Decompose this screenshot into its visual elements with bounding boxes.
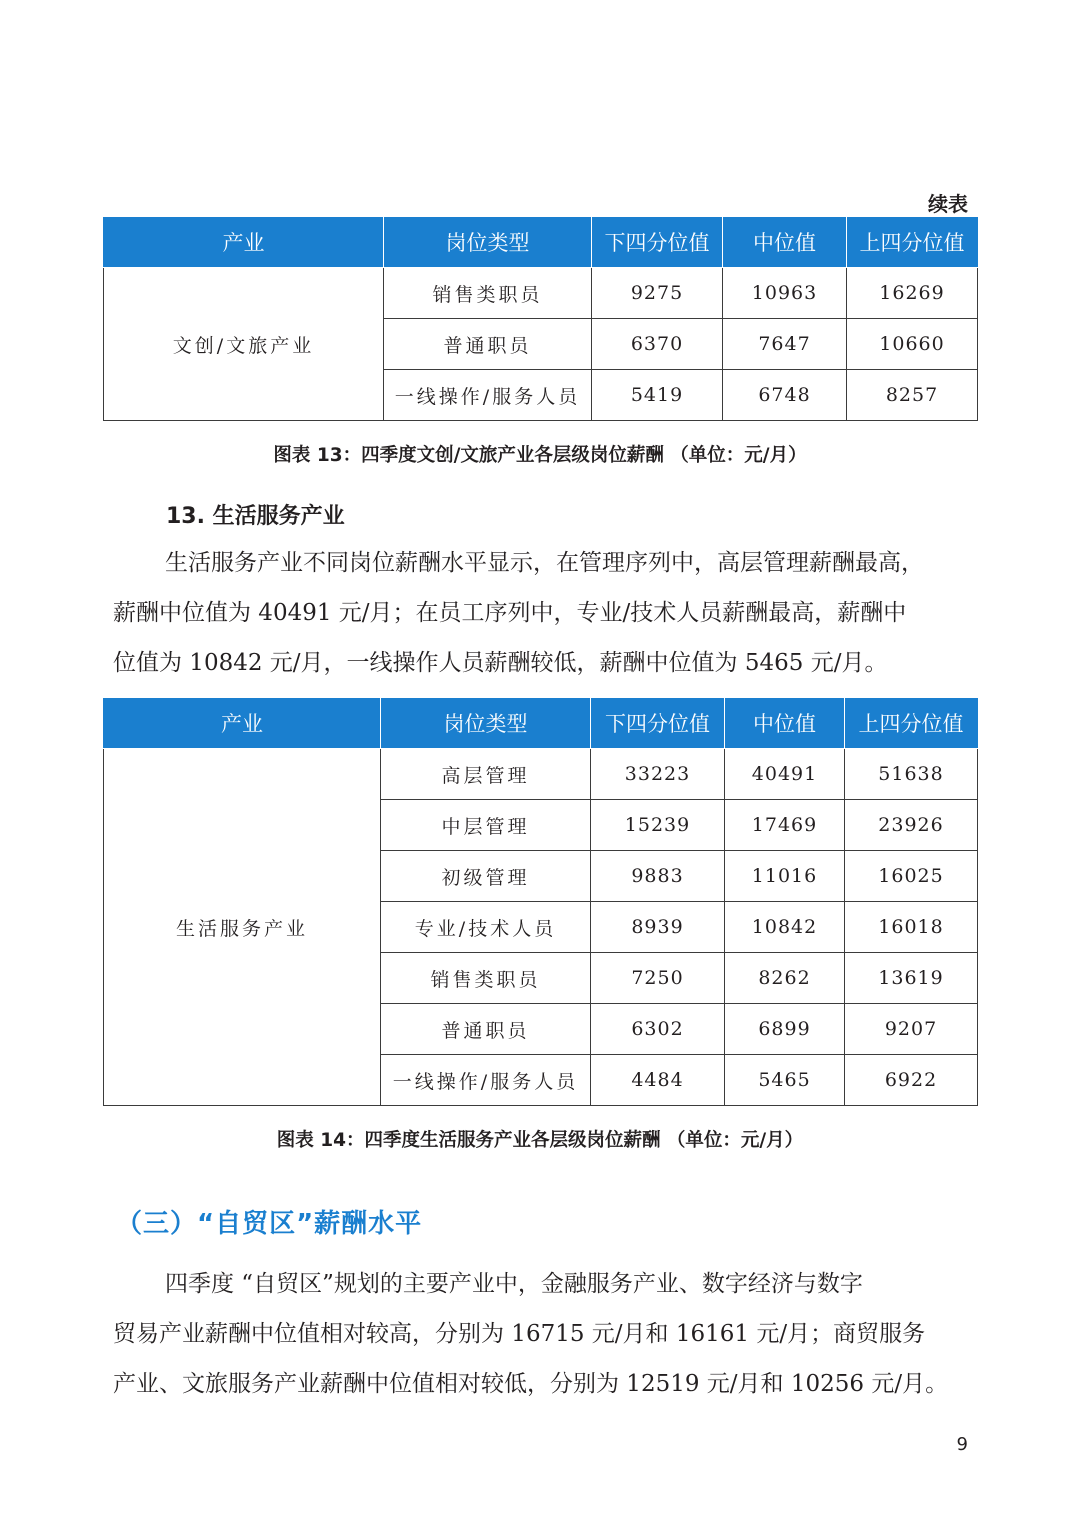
upper-quartile-cell: 23926 [845,800,978,851]
median-cell: 10842 [725,902,845,953]
position-cell: 中层管理 [381,800,591,851]
table-14 [103,698,978,1106]
position-cell: 高层管理 [381,749,591,800]
lower-quartile-cell: 5419 [592,370,723,421]
position-cell: 普通职员 [384,319,592,370]
lower-quartile-cell: 9275 [592,268,723,319]
median-cell: 17469 [725,800,845,851]
upper-quartile-cell: 8257 [847,370,978,421]
section-3-paragraph [113,1259,973,1409]
section-13-paragraph [113,538,973,688]
header-lower-quartile: 下四分位值 [591,698,725,749]
table-13 [103,217,978,421]
position-cell: 初级管理 [381,851,591,902]
paragraph-line: 位值为 10842 元/月，一线操作人员薪酬较低，薪酬中位值为 5465 元/月。 [113,650,888,676]
header-median: 中位值 [725,698,845,749]
paragraph-line: 薪酬中位值为 40491 元/月；在员工序列中，专业/技术人员薪酬最高，薪酬中 [113,600,907,626]
upper-quartile-cell: 16025 [845,851,978,902]
paragraph-line-indent: 四季度 “自贸区”规划的主要产业中，金融服务产业、数字经济与数字 [165,1271,863,1297]
upper-quartile-cell: 51638 [845,749,978,800]
upper-quartile-cell: 10660 [847,319,978,370]
table-row [104,268,978,319]
header-industry: 产业 [104,217,384,268]
position-cell: 销售类职员 [384,268,592,319]
median-cell: 8262 [725,953,845,1004]
continued-table-label: 续表 [928,192,968,216]
paragraph-line: 产业、文旅服务产业薪酬中位值相对较低，分别为 12519 元/月和 10256 元/月。 [113,1371,949,1397]
upper-quartile-cell: 6922 [845,1055,978,1106]
position-cell: 普通职员 [381,1004,591,1055]
paragraph-line: 贸易产业薪酬中位值相对较高，分别为 16715 元/月和 16161 元/月；商贸服务 [113,1321,926,1347]
lower-quartile-cell: 4484 [591,1055,725,1106]
table-14-caption: 图表 14：四季度生活服务产业各层级岗位薪酬 （单位：元/月） [276,1130,804,1151]
position-cell: 一线操作/服务人员 [384,370,592,421]
position-cell: 销售类职员 [381,953,591,1004]
page-number: 9 [956,1434,968,1455]
header-upper-quartile: 上四分位值 [845,698,978,749]
median-cell: 10963 [723,268,847,319]
position-cell: 一线操作/服务人员 [381,1055,591,1106]
header-industry: 产业 [104,698,381,749]
median-cell: 40491 [725,749,845,800]
upper-quartile-cell: 13619 [845,953,978,1004]
header-median: 中位值 [723,217,847,268]
median-cell: 6899 [725,1004,845,1055]
header-position-type: 岗位类型 [381,698,591,749]
header-upper-quartile: 上四分位值 [847,217,978,268]
table-row [104,749,978,800]
section-3-heading: （三）“自贸区”薪酬水平 [116,1209,423,1239]
lower-quartile-cell: 8939 [591,902,725,953]
median-cell: 6748 [723,370,847,421]
industry-cell: 生活服务产业 [104,749,381,1106]
upper-quartile-cell: 16018 [845,902,978,953]
upper-quartile-cell: 16269 [847,268,978,319]
header-lower-quartile: 下四分位值 [592,217,723,268]
lower-quartile-cell: 7250 [591,953,725,1004]
lower-quartile-cell: 33223 [591,749,725,800]
header-position-type: 岗位类型 [384,217,592,268]
median-cell: 5465 [725,1055,845,1106]
median-cell: 7647 [723,319,847,370]
table-header-row [104,217,978,268]
median-cell: 11016 [725,851,845,902]
upper-quartile-cell: 9207 [845,1004,978,1055]
lower-quartile-cell: 9883 [591,851,725,902]
position-cell: 专业/技术人员 [381,902,591,953]
industry-cell: 文创/文旅产业 [104,268,384,421]
lower-quartile-cell: 6302 [591,1004,725,1055]
table-13-caption: 图表 13：四季度文创/文旅产业各层级岗位薪酬 （单位：元/月） [273,445,807,466]
section-13-title: 13. 生活服务产业 [166,504,345,529]
lower-quartile-cell: 15239 [591,800,725,851]
paragraph-line-indent: 生活服务产业不同岗位薪酬水平显示，在管理序列中，高层管理薪酬最高， [165,550,924,576]
table-header-row [104,698,978,749]
lower-quartile-cell: 6370 [592,319,723,370]
